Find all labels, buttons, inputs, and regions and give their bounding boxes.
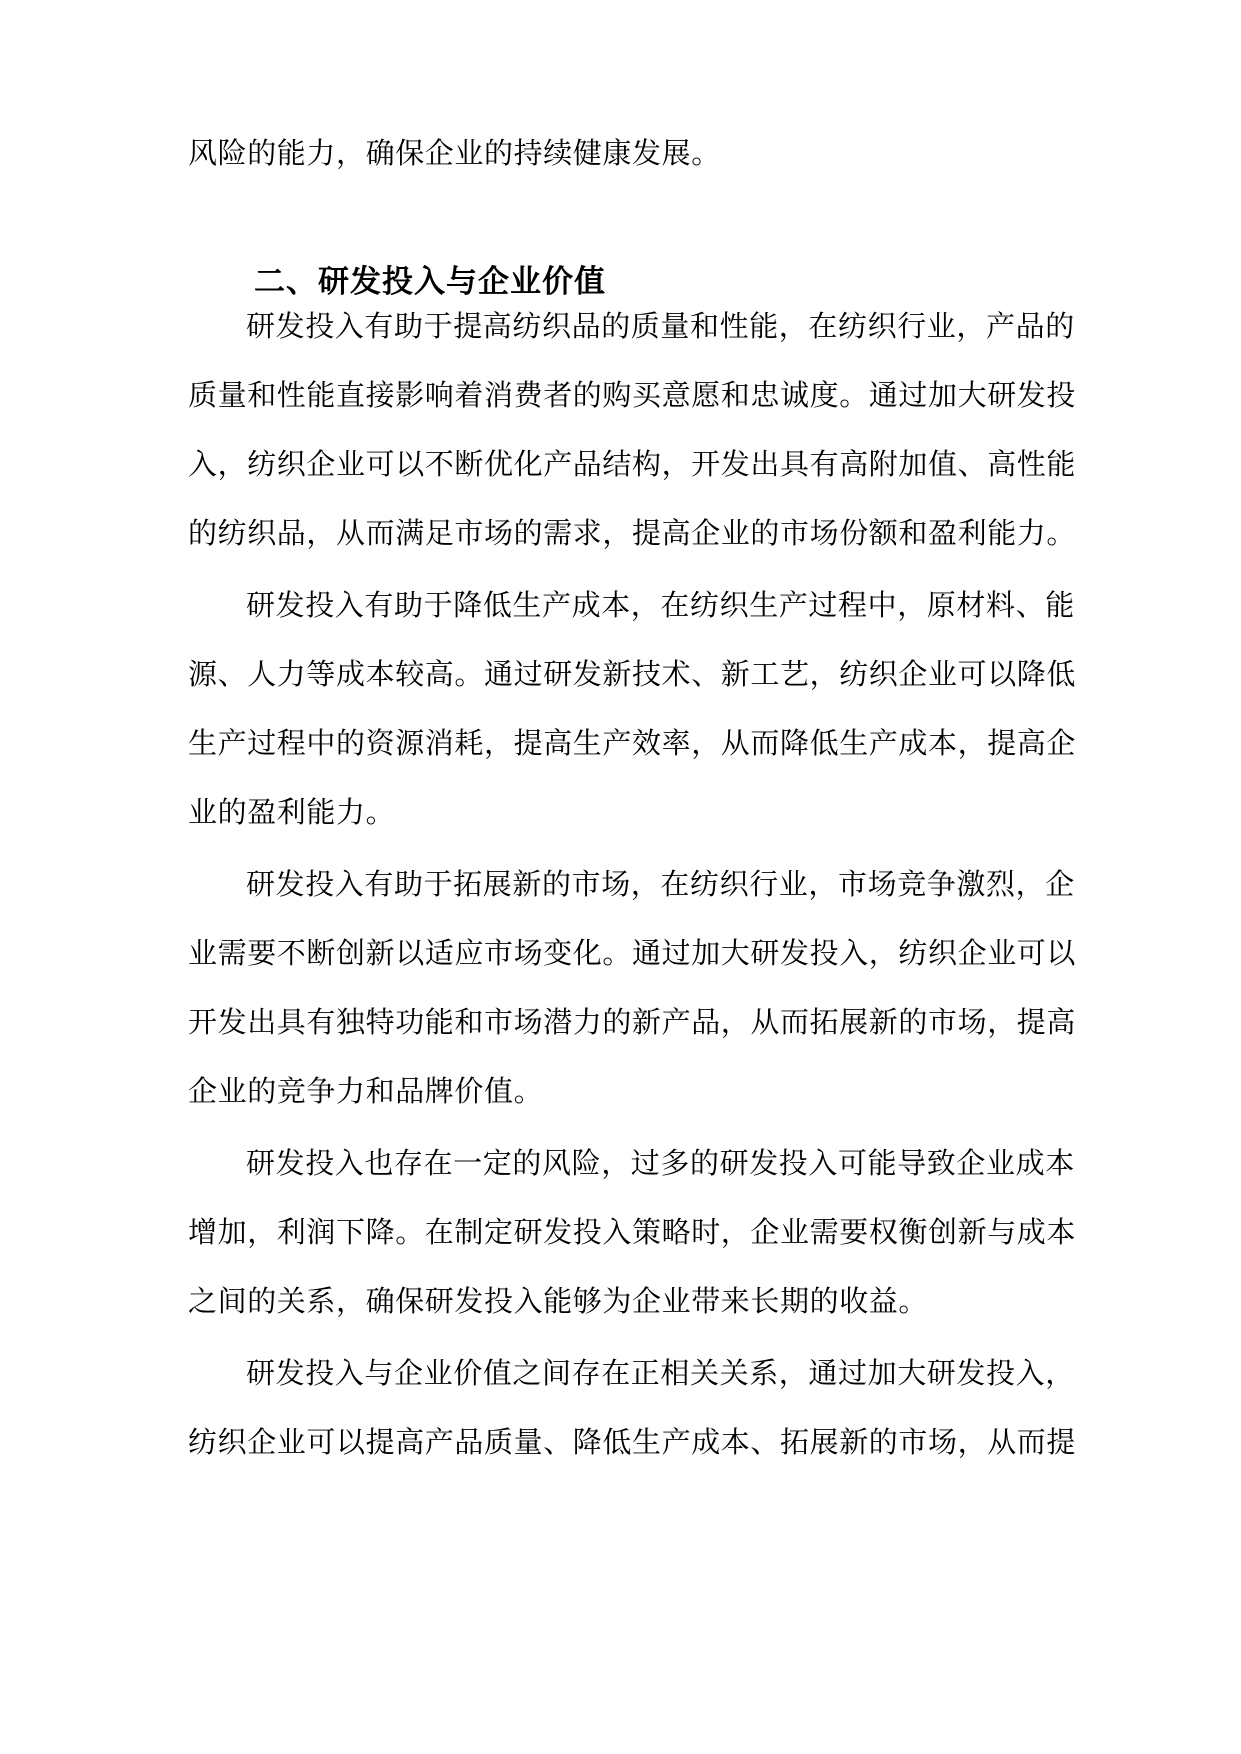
paragraph-line: 生产过程中的资源消耗，提高生产效率，从而降低生产成本，提高企 xyxy=(188,726,1077,760)
section-heading: 二、研发投入与企业价值 xyxy=(254,264,606,300)
paragraph-line: 源、人力等成本较高。通过研发新技术、新工艺，纺织企业可以降低 xyxy=(188,657,1077,691)
paragraph-line: 开发出具有独特功能和市场潜力的新产品，从而拓展新的市场，提高 xyxy=(188,1005,1077,1039)
paragraph-line: 的纺织品，从而满足市场的需求，提高企业的市场份额和盈利能力。 xyxy=(188,516,1077,550)
paragraph-line: 研发投入与企业价值之间存在正相关关系，通过加大研发投入， xyxy=(246,1356,1075,1390)
paragraph-line: 增加，利润下降。在制定研发投入策略时，企业需要权衡创新与成本 xyxy=(188,1215,1077,1249)
paragraph-line: 业需要不断创新以适应市场变化。通过加大研发投入，纺织企业可以 xyxy=(188,936,1077,970)
paragraph-line: 研发投入也存在一定的风险，过多的研发投入可能导致企业成本 xyxy=(246,1146,1075,1180)
paragraph-line: 之间的关系，确保研发投入能够为企业带来长期的收益。 xyxy=(188,1284,929,1318)
paragraph-line: 纺织企业可以提高产品质量、降低生产成本、拓展新的市场，从而提 xyxy=(188,1425,1077,1459)
paragraph-line: 研发投入有助于拓展新的市场，在纺织行业，市场竞争激烈，企 xyxy=(246,867,1075,901)
paragraph-line: 研发投入有助于降低生产成本，在纺织生产过程中，原材料、能 xyxy=(246,588,1075,622)
lead-line: 风险的能力，确保企业的持续健康发展。 xyxy=(188,136,721,170)
paragraph-line: 入，纺织企业可以不断优化产品结构，开发出具有高附加值、高性能 xyxy=(188,447,1077,481)
paragraph-line: 企业的竞争力和品牌价值。 xyxy=(188,1074,544,1108)
paragraph-line: 质量和性能直接影响着消费者的购买意愿和忠诚度。通过加大研发投 xyxy=(188,378,1077,412)
paragraph-line: 研发投入有助于提高纺织品的质量和性能，在纺织行业，产品的 xyxy=(246,309,1075,343)
paragraph-line: 业的盈利能力。 xyxy=(188,795,396,829)
